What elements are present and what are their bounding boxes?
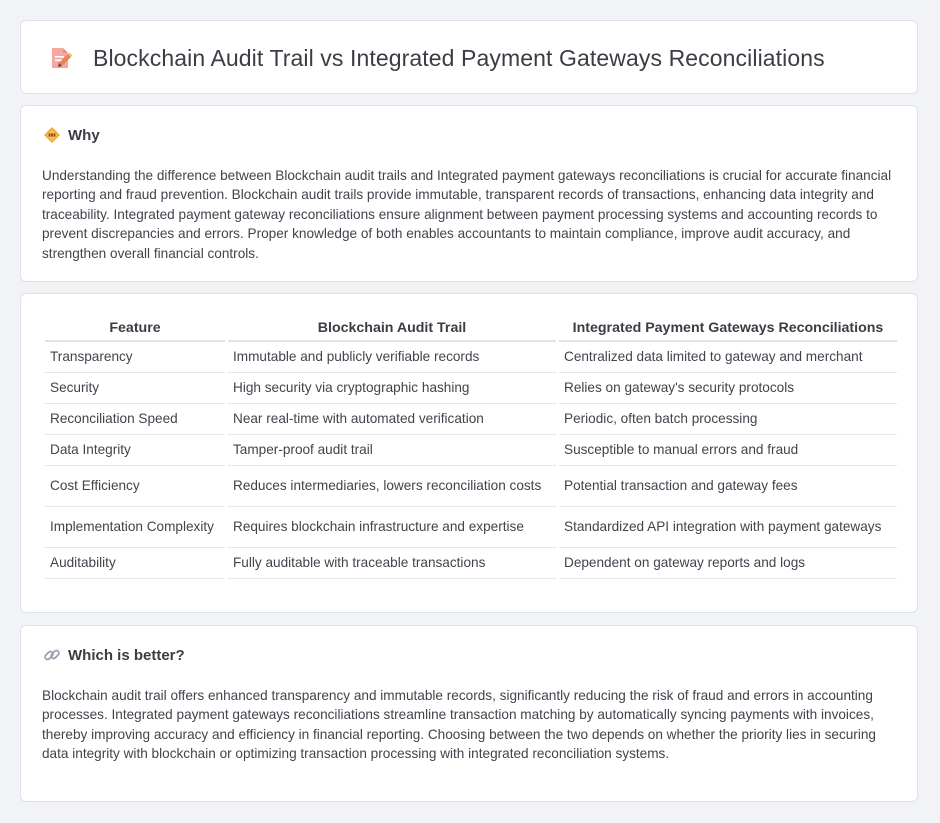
- column-header: Integrated Payment Gateways Reconciliations: [559, 316, 897, 342]
- table-row: [45, 435, 897, 466]
- gateway-cell: Dependent on gateway reports and logs: [559, 548, 897, 579]
- blockchain-cell: Reduces intermediaries, lowers reconciliation costs: [228, 466, 556, 507]
- comparison-card: [20, 293, 918, 613]
- column-header: Feature: [45, 316, 225, 342]
- table-row: [45, 548, 897, 579]
- document-edit-icon: [47, 45, 73, 71]
- page-title: Blockchain Audit Trail vs Integrated Payment Gateways Reconciliations: [93, 45, 825, 71]
- table-row: [45, 373, 897, 404]
- table-row: [45, 466, 897, 507]
- better-header: [43, 646, 185, 664]
- gateway-cell: Potential transaction and gateway fees: [559, 466, 897, 507]
- table-row: [45, 342, 897, 373]
- blockchain-cell: Fully auditable with traceable transactions: [228, 548, 556, 579]
- gateway-cell: Periodic, often batch processing: [559, 404, 897, 435]
- better-text: Blockchain audit trail offers enhanced transparency and immutable records, significantly reducing the risk of fraud and errors in accounting processes. Integrated payment gateways reconciliations streamline transaction matching by automatically syncing payments with invoices, thereby improving accuracy and efficiency in financial reporting. Choosing between the two depends on whether the priority lies in securing data integrity with blockchain or optimizing transaction processing with integrated reconciliation systems.: [42, 688, 876, 762]
- blockchain-cell: Near real-time with automated verification: [228, 404, 556, 435]
- feature-cell: Security: [45, 373, 225, 404]
- link-icon: [43, 646, 61, 664]
- why-header: [43, 126, 100, 144]
- comparison-table: [42, 316, 900, 579]
- blockchain-cell: High security via cryptographic hashing: [228, 373, 556, 404]
- blockchain-cell: Immutable and publicly verifiable records: [228, 342, 556, 373]
- why-heading: Why: [68, 126, 100, 144]
- feature-cell: Reconciliation Speed: [45, 404, 225, 435]
- diamond-warning-icon: [43, 126, 61, 144]
- why-text: Understanding the difference between Blockchain audit trails and Integrated payment gateways reconciliations is crucial for accurate financial reporting and fraud prevention. Blockchain audit trails provide immutable, transparent records of transactions, enhancing data integrity and traceability. Integrated payment gateway reconciliations ensure alignment between payment processing systems and accounting records to prevent discrepancies and errors. Proper knowledge of both enables accountants to maintain compliance, improve audit accuracy, and strengthen overall financial controls.: [42, 168, 892, 261]
- gateway-cell: Centralized data limited to gateway and merchant: [559, 342, 897, 373]
- title-card: [20, 20, 918, 94]
- which-is-better-section: [20, 625, 918, 802]
- table-row: [45, 404, 897, 435]
- table-row: [45, 507, 897, 548]
- feature-cell: Implementation Complexity: [45, 507, 225, 548]
- table-header-row: [45, 316, 897, 342]
- gateway-cell: Susceptible to manual errors and fraud: [559, 435, 897, 466]
- title-row: [47, 43, 825, 73]
- gateway-cell: Standardized API integration with payment gateways: [559, 507, 897, 548]
- feature-cell: Cost Efficiency: [45, 466, 225, 507]
- feature-cell: Data Integrity: [45, 435, 225, 466]
- gateway-cell: Relies on gateway's security protocols: [559, 373, 897, 404]
- blockchain-cell: Requires blockchain infrastructure and expertise: [228, 507, 556, 548]
- feature-cell: Transparency: [45, 342, 225, 373]
- blockchain-cell: Tamper-proof audit trail: [228, 435, 556, 466]
- better-heading: Which is better?: [68, 646, 185, 664]
- feature-cell: Auditability: [45, 548, 225, 579]
- column-header: Blockchain Audit Trail: [228, 316, 556, 342]
- why-section: [20, 105, 918, 282]
